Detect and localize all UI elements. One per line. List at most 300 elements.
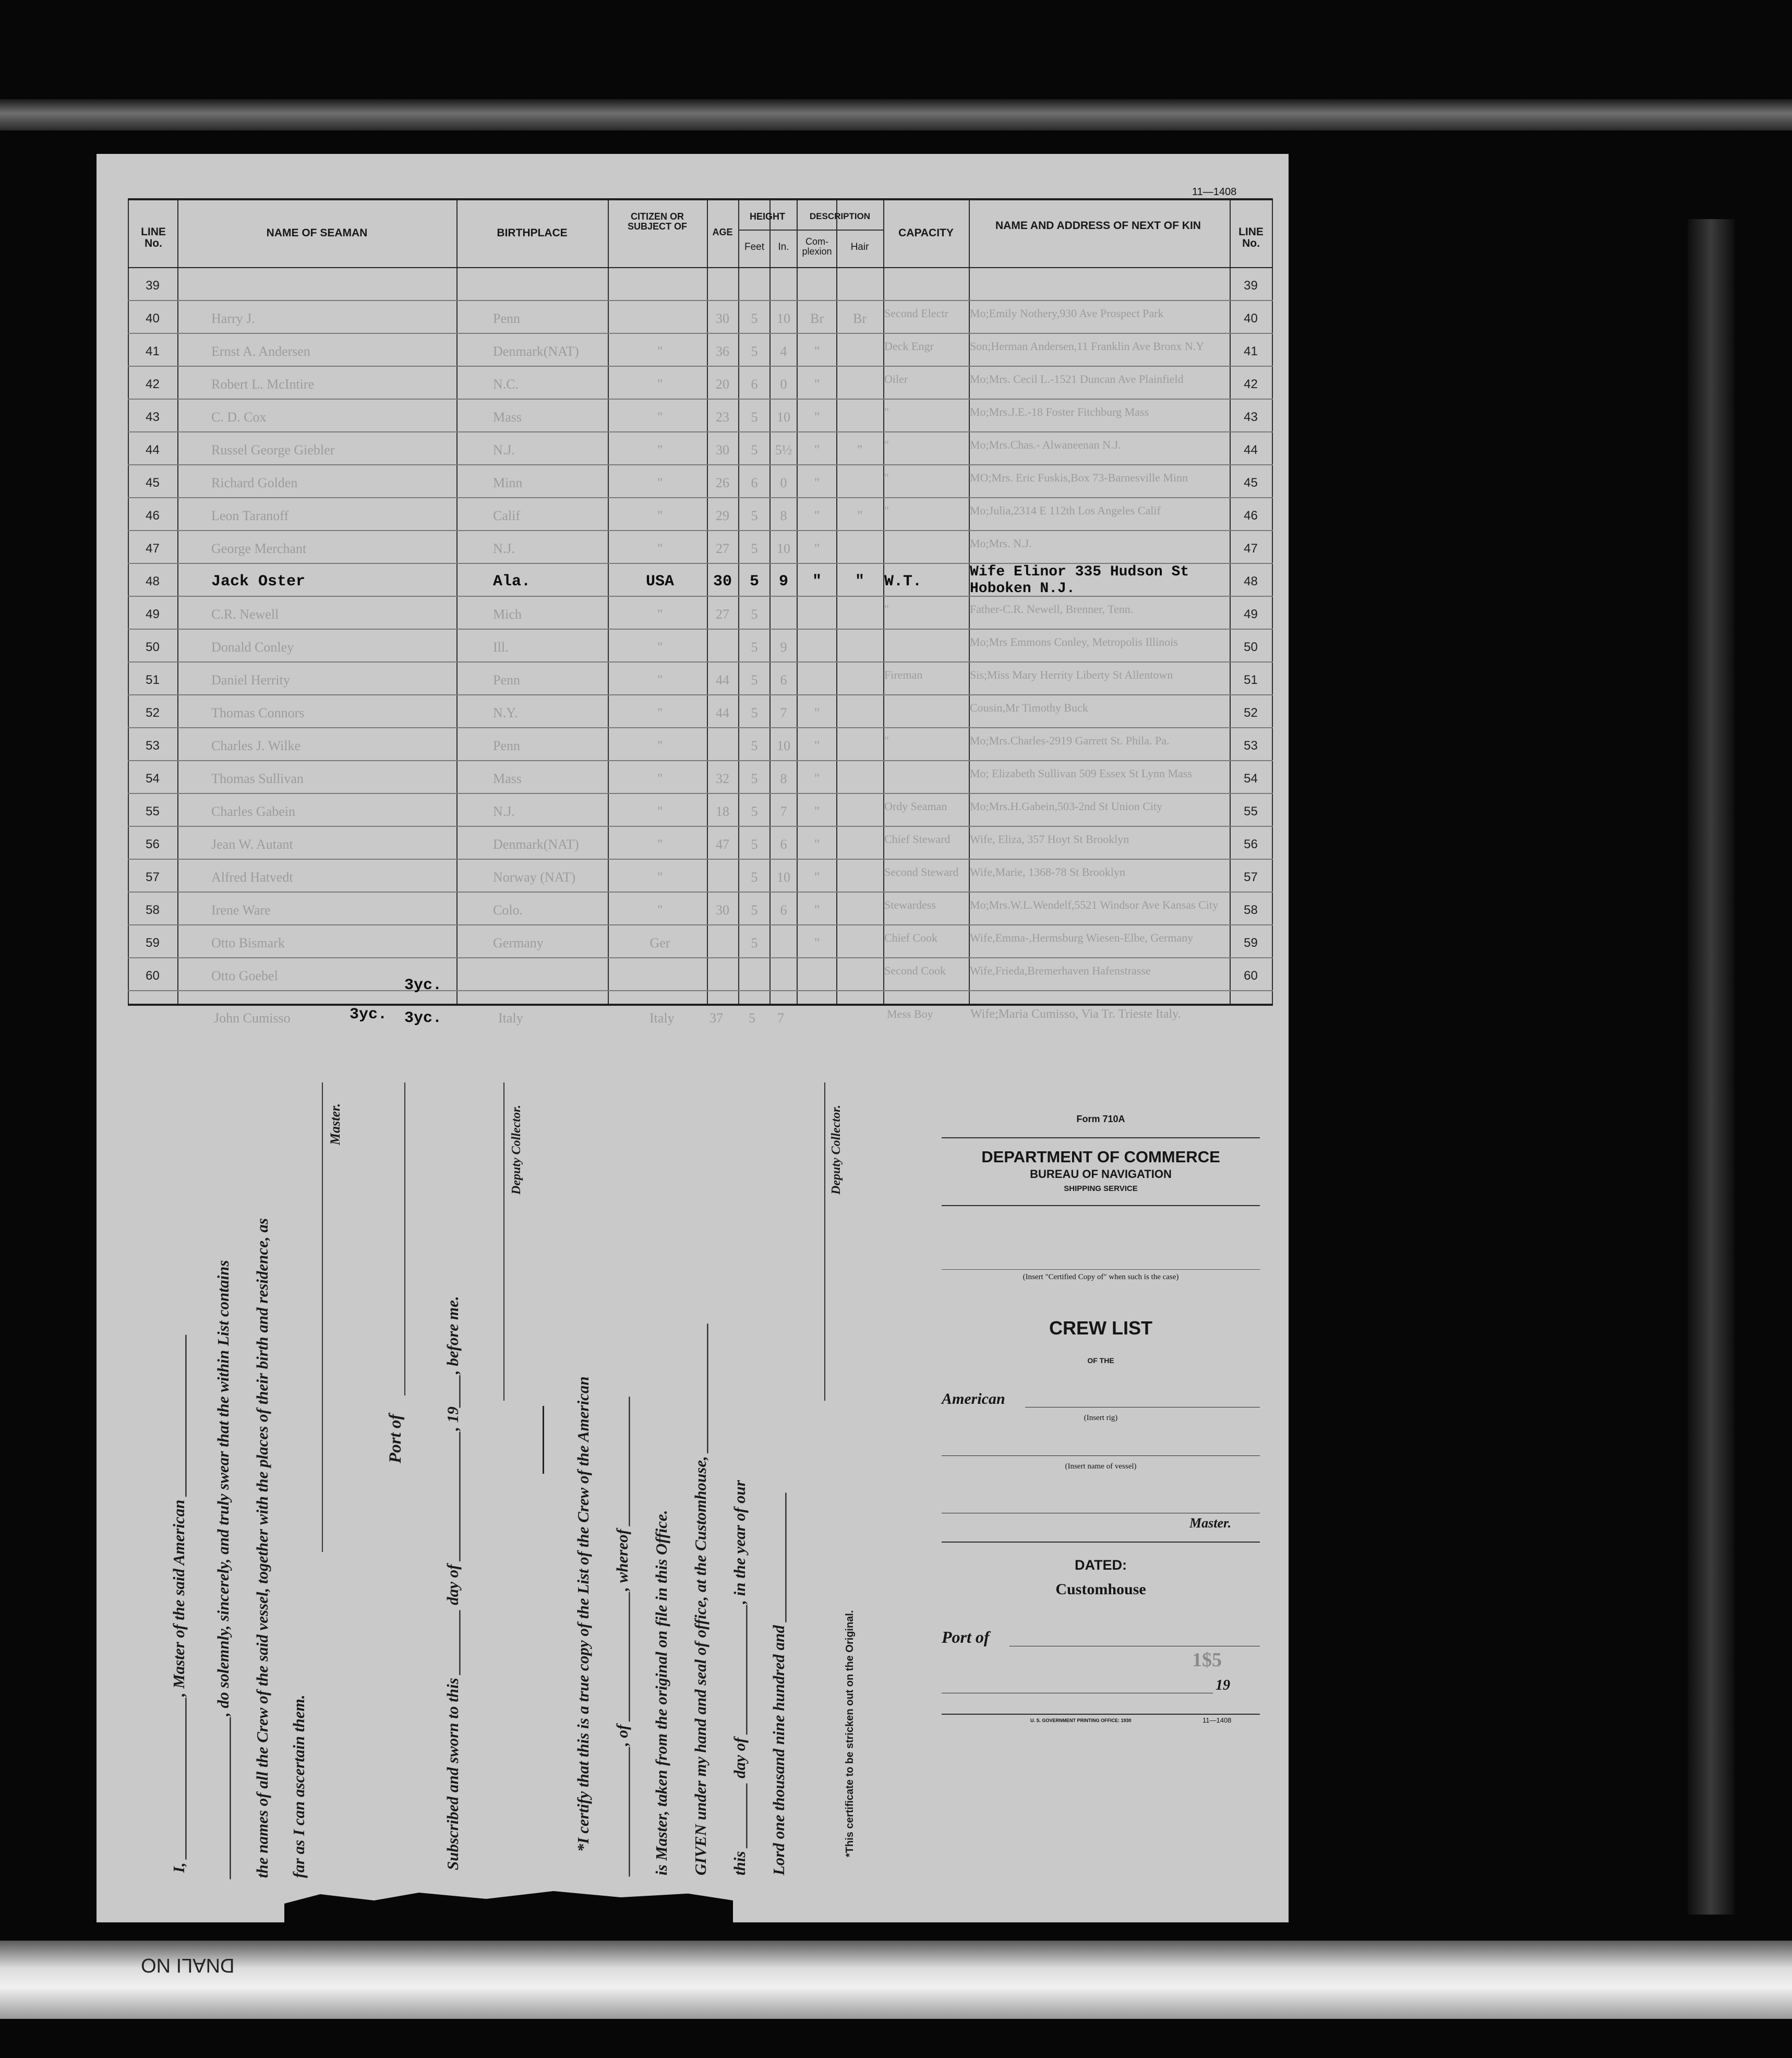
cell-height-feet: 5 bbox=[751, 935, 758, 950]
cell-seaman-name: Harry J. bbox=[211, 311, 255, 326]
cell-age: 18 bbox=[716, 804, 729, 819]
extra-row bbox=[128, 1002, 1273, 1033]
separator-mark bbox=[543, 1406, 544, 1474]
table-row bbox=[128, 728, 1273, 761]
cell-next-of-kin bbox=[970, 270, 1230, 291]
table-row bbox=[128, 695, 1273, 728]
oath-line-3: the names of all the Crew of the said vessel, together with the places of their birth and residence, as bbox=[253, 1218, 271, 1878]
cell-citizen: " bbox=[657, 377, 663, 392]
cell-height-inches: 6 bbox=[780, 672, 787, 688]
cell-seaman-name: C. D. Cox bbox=[211, 410, 267, 425]
cell-height-feet: 5 bbox=[751, 738, 758, 753]
cell-citizen: " bbox=[657, 607, 663, 622]
cell-line-no-right: 58 bbox=[1244, 903, 1258, 917]
cell-citizen: " bbox=[657, 738, 663, 753]
cell-height-inches: 8 bbox=[780, 771, 787, 786]
cell-line-no: 59 bbox=[146, 936, 160, 950]
table-row bbox=[128, 367, 1273, 400]
cell-line-no-right: 57 bbox=[1244, 870, 1258, 884]
handwritten-note-59: 3yc. bbox=[404, 977, 442, 994]
cell-age bbox=[708, 867, 737, 888]
cell-line-no: 52 bbox=[146, 706, 160, 720]
cell-hair bbox=[837, 736, 882, 756]
table-row bbox=[128, 958, 1273, 991]
cell-height-inches: 8 bbox=[780, 508, 787, 523]
cell-line-no-right: 43 bbox=[1244, 410, 1258, 424]
header-birthplace: BIRTHPLACE bbox=[497, 227, 568, 239]
given-line: GIVEN under my hand and seal of office, at the Customhouse, ________________ bbox=[691, 1322, 709, 1875]
cell-complexion: " bbox=[814, 771, 820, 786]
cell-height-inches: 4 bbox=[780, 344, 787, 359]
cell-age: 32 bbox=[716, 771, 729, 786]
cell-capacity: " bbox=[884, 734, 889, 747]
table-row bbox=[128, 860, 1273, 893]
cell-line-no: 48 bbox=[146, 574, 160, 588]
extra-row-kin: Wife;Maria Cumisso, Via Tr. Trieste Italy. bbox=[970, 1007, 1181, 1021]
cover-insert-rig: (Insert rig) bbox=[1084, 1414, 1118, 1422]
cell-next-of-kin: Sis;Miss Mary Herrity Liberty St Allentown bbox=[970, 668, 1173, 681]
cell-next-of-kin: Mo;Mrs.Chas.- Alwaneenan N.J. bbox=[970, 438, 1121, 451]
cell-citizen bbox=[613, 308, 707, 329]
cell-seaman-name: Otto Bismark bbox=[211, 935, 285, 950]
cell-seaman-name: Donald Conley bbox=[211, 640, 294, 655]
cell-height-inches: 6 bbox=[780, 902, 787, 918]
cell-line-no-right: 41 bbox=[1244, 344, 1258, 358]
cell-next-of-kin: Mo;Mrs.J.E.-18 Foster Fitchburg Mass bbox=[970, 405, 1149, 418]
cell-height-feet bbox=[739, 275, 769, 296]
cell-complexion bbox=[798, 966, 836, 986]
cell-birthplace: N.Y. bbox=[493, 705, 518, 720]
subscribed-sworn: Subscribed and sworn to this ________ day of ________________, 19____, before me. bbox=[443, 1296, 462, 1870]
cell-citizen bbox=[613, 275, 707, 296]
cell-height-inches: 9 bbox=[778, 573, 788, 591]
oath-line-2: ____________________, do solemnly, sincerely, and truly swear that the within List contains bbox=[214, 1260, 232, 1878]
cell-height-inches: 7 bbox=[780, 705, 787, 720]
cell-age: 20 bbox=[716, 377, 729, 392]
cell-seaman-name: Charles J. Wilke bbox=[211, 738, 301, 753]
torn-page-edge bbox=[284, 1891, 733, 1922]
cell-line-no-right: 49 bbox=[1244, 607, 1258, 621]
cell-line-no-right: 54 bbox=[1244, 772, 1258, 786]
cell-complexion: " bbox=[814, 705, 820, 720]
cell-line-no: 51 bbox=[146, 673, 160, 687]
cell-hair bbox=[837, 768, 882, 789]
cell-hair bbox=[837, 341, 882, 362]
cell-hair bbox=[837, 801, 882, 822]
cell-complexion bbox=[798, 275, 836, 296]
cell-hair bbox=[837, 473, 882, 494]
cell-next-of-kin: Mo;Mrs.H.Gabein,503-2nd St Union City bbox=[970, 800, 1163, 813]
cell-line-no-right: 51 bbox=[1244, 673, 1258, 687]
cell-capacity: W.T. bbox=[884, 573, 922, 591]
cell-age: 44 bbox=[716, 705, 729, 720]
cell-citizen: " bbox=[657, 541, 663, 556]
cell-age bbox=[708, 736, 737, 756]
cell-next-of-kin: Mo;Mrs Emmons Conley, Metropolis Illinois bbox=[970, 635, 1178, 648]
cell-next-of-kin: Mo;Mrs.Charles-2919 Garrett St. Phila. Pa. bbox=[970, 734, 1170, 747]
cell-complexion bbox=[798, 670, 836, 691]
deputy-signature-line-1 bbox=[503, 1082, 504, 1401]
cell-line-no-right: 60 bbox=[1244, 969, 1258, 983]
cell-next-of-kin: Wife,Frieda,Bremerhaven Hafenstrasse bbox=[970, 964, 1151, 977]
cell-height-feet: 5 bbox=[749, 573, 759, 591]
cell-capacity bbox=[884, 270, 968, 291]
cell-birthplace: Colo. bbox=[493, 902, 523, 918]
header-capacity: CAPACITY bbox=[898, 227, 954, 239]
cell-age: 47 bbox=[716, 837, 729, 852]
cell-line-no-right: 40 bbox=[1244, 311, 1258, 326]
cell-seaman-name: Jack Oster bbox=[211, 573, 306, 591]
cell-line-no-right: 48 bbox=[1244, 574, 1258, 588]
cell-capacity: " bbox=[884, 438, 889, 451]
cell-seaman-name: Otto Goebel bbox=[211, 968, 278, 983]
cell-capacity: " bbox=[884, 504, 889, 517]
cell-line-no: 41 bbox=[146, 344, 160, 358]
cell-age: 23 bbox=[716, 410, 729, 425]
cell-next-of-kin-line2: Hoboken N.J. bbox=[970, 581, 1075, 597]
cell-height-inches: 10 bbox=[777, 311, 790, 326]
cell-height-feet: 6 bbox=[751, 475, 758, 490]
cell-citizen: " bbox=[657, 508, 663, 523]
cell-capacity: " bbox=[884, 405, 889, 418]
table-row bbox=[128, 400, 1273, 432]
cell-hair: " bbox=[857, 508, 863, 523]
cell-birthplace: Mich bbox=[493, 607, 522, 622]
oath-line-1: I, ____________________, Master of the said American ____________________ bbox=[170, 1333, 188, 1873]
cell-capacity bbox=[884, 763, 968, 784]
lord-line: Lord one thousand nine hundred and ________________ bbox=[769, 1491, 788, 1875]
cell-height-feet: 5 bbox=[751, 442, 758, 458]
certify-line-2: ________________, of ________________, whereof ________________ bbox=[613, 1395, 631, 1875]
cell-line-no: 60 bbox=[146, 969, 160, 983]
header-citizen: CITIZEN OR SUBJECT OF bbox=[627, 211, 687, 232]
cell-line-no-right: 55 bbox=[1244, 804, 1258, 819]
cell-next-of-kin: Mo;Emily Nothery,930 Ave Prospect Park bbox=[970, 307, 1164, 320]
cell-capacity: Oiler bbox=[884, 372, 908, 386]
cell-capacity: Chief Steward bbox=[884, 833, 951, 846]
cell-line-no-right: 42 bbox=[1244, 377, 1258, 391]
cell-capacity bbox=[884, 632, 968, 653]
cell-capacity: Chief Cook bbox=[884, 931, 938, 944]
certify-line-1: *I certify that this is a true copy of the List of the Crew of the American bbox=[574, 1376, 592, 1852]
cell-birthplace: Mass bbox=[493, 410, 522, 425]
cell-height-feet: 5 bbox=[751, 672, 758, 688]
cover-title: CREW LIST bbox=[1049, 1317, 1152, 1339]
cell-capacity bbox=[884, 697, 968, 718]
cell-seaman-name: Charles Gabein bbox=[211, 804, 296, 819]
cell-age: 30 bbox=[716, 442, 729, 458]
cell-capacity bbox=[884, 533, 968, 554]
cell-height-inches bbox=[771, 275, 797, 296]
table-row bbox=[128, 531, 1273, 564]
cell-height-feet: 5 bbox=[751, 311, 758, 326]
cell-next-of-kin: Son;Herman Andersen,11 Franklin Ave Bronx N.Y bbox=[970, 340, 1205, 353]
extra-row-name: John Cumisso bbox=[214, 1010, 291, 1026]
cell-age: 30 bbox=[716, 311, 729, 326]
cell-citizen: " bbox=[657, 771, 663, 786]
cell-age bbox=[708, 275, 737, 296]
cell-hair bbox=[837, 933, 882, 954]
cell-seaman-name: Jean W. Autant bbox=[211, 837, 293, 852]
cell-citizen bbox=[613, 966, 707, 986]
cell-line-no-right: 46 bbox=[1244, 509, 1258, 523]
cell-line-no-right: 44 bbox=[1244, 443, 1258, 457]
cell-line-no-right: 53 bbox=[1244, 739, 1258, 753]
header-complexion: Com- plexion bbox=[802, 236, 832, 257]
film-top-edge bbox=[0, 99, 1792, 130]
cell-age: 29 bbox=[716, 508, 729, 523]
cell-age: 27 bbox=[716, 607, 729, 622]
cell-next-of-kin: Father-C.R. Newell, Brenner, Tenn. bbox=[970, 603, 1134, 616]
cell-age: 30 bbox=[713, 573, 732, 591]
header-line-no-right: LINE No. bbox=[1238, 226, 1264, 250]
cell-complexion: " bbox=[814, 541, 820, 556]
cell-capacity: Deck Engr bbox=[884, 340, 934, 353]
header-description: DESCRIPTION bbox=[809, 211, 871, 221]
cell-hair bbox=[837, 637, 882, 658]
cell-capacity: Fireman bbox=[884, 668, 923, 681]
cell-age: 44 bbox=[716, 672, 729, 688]
cell-hair bbox=[837, 374, 882, 395]
cell-line-no-right: 59 bbox=[1244, 936, 1258, 950]
cell-height-feet: 5 bbox=[751, 640, 758, 655]
table-row bbox=[128, 564, 1273, 597]
cell-complexion: " bbox=[814, 508, 820, 523]
cell-height-inches: 10 bbox=[777, 738, 790, 753]
cell-height-feet: 5 bbox=[751, 410, 758, 425]
cell-citizen: Ger bbox=[650, 935, 670, 950]
crew-list-page bbox=[97, 154, 1289, 1922]
table-row bbox=[128, 794, 1273, 827]
cell-height-feet: 5 bbox=[751, 837, 758, 852]
cell-hair bbox=[837, 703, 882, 724]
certificate-footnote: *This certificate to be stricken out on the Original. bbox=[844, 1610, 856, 1857]
cell-height-inches: 0 bbox=[780, 377, 787, 392]
cell-height-feet: 6 bbox=[751, 377, 758, 392]
cell-seaman-name: Robert L. McIntire bbox=[211, 377, 315, 392]
cover-stamp: 1$5 bbox=[1192, 1649, 1222, 1671]
cell-citizen: " bbox=[657, 640, 663, 655]
cell-complexion: " bbox=[814, 935, 820, 950]
cell-height-inches: 10 bbox=[777, 410, 790, 425]
cell-height-feet: 5 bbox=[751, 508, 758, 523]
table-row bbox=[128, 268, 1273, 301]
cell-hair bbox=[837, 867, 882, 888]
cell-hair bbox=[837, 670, 882, 691]
cell-seaman-name: Alfred Hatvedt bbox=[211, 870, 293, 885]
cover-port-of: Port of bbox=[942, 1628, 990, 1646]
cell-complexion: " bbox=[814, 410, 820, 425]
cell-line-no-right: 39 bbox=[1244, 279, 1258, 293]
cell-next-of-kin: Wife, Eliza, 357 Hoyt St Brooklyn bbox=[970, 833, 1129, 846]
table-row bbox=[128, 663, 1273, 695]
cell-complexion: " bbox=[814, 902, 820, 918]
cell-next-of-kin: Wife Elinor 335 Hudson St bbox=[970, 564, 1189, 580]
cover-nineteen: 19 bbox=[1216, 1677, 1230, 1693]
cell-citizen: " bbox=[657, 442, 663, 458]
cell-hair bbox=[837, 538, 882, 559]
cell-citizen: " bbox=[657, 902, 663, 918]
cell-complexion bbox=[798, 637, 836, 658]
cover-insert-vessel: (Insert name of vessel) bbox=[1065, 1462, 1137, 1471]
cell-hair: " bbox=[857, 442, 863, 458]
cover-form-code: 11—1408 bbox=[1202, 1716, 1232, 1724]
cell-complexion bbox=[798, 604, 836, 625]
cell-height-inches: 10 bbox=[777, 541, 790, 556]
extra-row-note: 3yc. bbox=[350, 1006, 388, 1024]
cell-seaman-name: Thomas Connors bbox=[211, 705, 305, 720]
cover-of-the: OF THE bbox=[1087, 1356, 1114, 1365]
cell-complexion: " bbox=[814, 377, 820, 392]
cell-capacity: Ordy Seaman bbox=[884, 800, 947, 813]
cell-line-no-right: 50 bbox=[1244, 640, 1258, 654]
film-right-edge bbox=[1688, 219, 1735, 1915]
cell-complexion: " bbox=[812, 573, 822, 591]
extra-row-citizen: Italy bbox=[650, 1010, 675, 1026]
cell-height-feet: 5 bbox=[751, 344, 758, 359]
cell-height-feet: 5 bbox=[751, 607, 758, 622]
cell-complexion: " bbox=[814, 475, 820, 490]
cell-birthplace: Minn bbox=[493, 475, 523, 490]
header-line-no: LINE No. bbox=[141, 226, 166, 250]
cover-dated: DATED: bbox=[1075, 1557, 1127, 1573]
cell-height-feet: 5 bbox=[751, 804, 758, 819]
cover-master: Master. bbox=[1189, 1515, 1232, 1531]
cell-birthplace bbox=[493, 275, 608, 296]
cell-height-inches bbox=[771, 604, 797, 625]
cell-height-feet: 5 bbox=[751, 870, 758, 885]
cell-birthplace: Denmark(NAT) bbox=[493, 837, 579, 852]
cell-birthplace: Ill. bbox=[493, 640, 509, 655]
cell-height-feet: 5 bbox=[751, 771, 758, 786]
extra-row-feet: 5 bbox=[749, 1010, 755, 1026]
cell-line-no: 45 bbox=[146, 476, 160, 490]
cell-complexion: " bbox=[814, 804, 820, 819]
cell-hair: " bbox=[855, 573, 864, 591]
cell-complexion: " bbox=[814, 837, 820, 852]
cell-seaman-name: Richard Golden bbox=[211, 475, 298, 490]
cell-line-no: 39 bbox=[146, 279, 160, 293]
cell-birthplace: Germany bbox=[493, 935, 544, 950]
cell-citizen: " bbox=[657, 870, 663, 885]
cell-seaman-name: Irene Ware bbox=[211, 902, 271, 918]
cell-height-inches bbox=[771, 933, 797, 954]
cell-hair bbox=[837, 407, 882, 428]
cell-age: 26 bbox=[716, 475, 729, 490]
cell-citizen: " bbox=[657, 344, 663, 359]
master-signature-line bbox=[322, 1082, 323, 1552]
this-day-line: this ________ day of ________________, in the year of our bbox=[730, 1480, 749, 1875]
cell-next-of-kin: Mo;Julia,2314 E 112th Los Angeles Calif bbox=[970, 504, 1161, 517]
cell-hair bbox=[837, 604, 882, 625]
cell-hair: Br bbox=[853, 311, 867, 326]
cell-line-no: 53 bbox=[146, 739, 160, 753]
cell-height-inches: 7 bbox=[780, 804, 787, 819]
cover-service: SHIPPING SERVICE bbox=[1064, 1184, 1138, 1193]
cell-line-no: 43 bbox=[146, 410, 160, 424]
header-next-of-kin: NAME AND ADDRESS OF NEXT OF KIN bbox=[995, 220, 1201, 232]
table-row bbox=[128, 761, 1273, 794]
header-feet: Feet bbox=[744, 242, 765, 252]
cell-next-of-kin: Wife,Marie, 1368-78 St Brooklyn bbox=[970, 865, 1125, 878]
cell-next-of-kin: Cousin,Mr Timothy Buck bbox=[970, 701, 1088, 714]
deputy-collector-label-1: Deputy Collector. bbox=[510, 1105, 523, 1195]
cell-height-inches: 9 bbox=[780, 640, 787, 655]
table-row bbox=[128, 925, 1273, 958]
cell-line-no: 47 bbox=[146, 541, 160, 556]
cell-hair bbox=[837, 900, 882, 921]
cell-birthplace: Norway (NAT) bbox=[493, 870, 576, 885]
cell-birthplace: Mass bbox=[493, 771, 522, 786]
cell-age: 30 bbox=[716, 902, 729, 918]
cell-height-inches: 6 bbox=[780, 837, 787, 852]
cell-seaman-name: Thomas Sullivan bbox=[211, 771, 304, 786]
header-hair: Hair bbox=[850, 242, 869, 252]
cover-bureau: BUREAU OF NAVIGATION bbox=[1030, 1168, 1172, 1181]
cell-line-no: 44 bbox=[146, 443, 160, 457]
cell-citizen: " bbox=[657, 672, 663, 688]
cell-capacity: Second Cook bbox=[884, 964, 946, 977]
extra-row-capacity: Mess Boy bbox=[887, 1007, 933, 1020]
cover-american: American bbox=[942, 1390, 1005, 1407]
table-row bbox=[128, 827, 1273, 860]
cell-seaman-name: Leon Taranoff bbox=[211, 508, 289, 523]
cover-department: DEPARTMENT OF COMMERCE bbox=[981, 1148, 1220, 1166]
table-row bbox=[128, 597, 1273, 630]
port-of-line bbox=[404, 1082, 405, 1395]
cell-hair bbox=[837, 834, 882, 855]
cell-height-inches: 0 bbox=[780, 475, 787, 490]
cell-birthplace bbox=[493, 966, 608, 986]
cell-height-feet: 5 bbox=[751, 705, 758, 720]
cell-citizen: USA bbox=[645, 573, 674, 591]
cell-birthplace: N.J. bbox=[493, 442, 515, 458]
cell-next-of-kin: Mo; Elizabeth Sullivan 509 Essex St Lynn Mass bbox=[970, 767, 1192, 780]
cover-insert-certified: (Insert "Certified Copy of" when such is the case) bbox=[1023, 1273, 1179, 1281]
cell-next-of-kin: Mo;Mrs. N.J. bbox=[970, 537, 1032, 550]
cell-next-of-kin: MO;Mrs. Eric Fuskis,Box 73-Barnesville Minn bbox=[970, 471, 1188, 484]
cell-height-inches: 10 bbox=[777, 870, 790, 885]
cell-line-no: 42 bbox=[146, 377, 160, 391]
cover-customhouse: Customhouse bbox=[1055, 1581, 1146, 1598]
table-row bbox=[128, 334, 1273, 367]
cell-complexion: " bbox=[814, 870, 820, 885]
cell-seaman-name bbox=[211, 275, 456, 296]
cell-line-no: 46 bbox=[146, 509, 160, 523]
cell-age: 27 bbox=[716, 541, 729, 556]
cell-birthplace: Denmark(NAT) bbox=[493, 344, 579, 359]
certify-line-3: is Master, taken from the original on file in this Office. bbox=[652, 1510, 670, 1875]
film-bottom-edge bbox=[0, 1941, 1792, 2019]
cell-birthplace: N.C. bbox=[493, 377, 519, 392]
cell-citizen: " bbox=[657, 475, 663, 490]
cell-birthplace: Penn bbox=[493, 672, 520, 688]
cell-next-of-kin: Mo;Mrs. Cecil L.-1521 Duncan Ave Plainfield bbox=[970, 372, 1184, 386]
cell-capacity: Stewardess bbox=[884, 898, 936, 911]
extra-row-birth: Italy bbox=[498, 1010, 523, 1026]
oath-line-4: far as I can ascertain them. bbox=[290, 1694, 308, 1878]
extra-row-inches: 7 bbox=[777, 1010, 784, 1026]
cell-seaman-name: Daniel Herrity bbox=[211, 672, 290, 688]
cell-birthplace: N.J. bbox=[493, 541, 515, 556]
deputy-collector-label-2: Deputy Collector. bbox=[829, 1105, 843, 1195]
cell-next-of-kin: Wife,Emma-,Hermsburg Wiesen-Elbe, Germany bbox=[970, 931, 1194, 944]
header-inches: In. bbox=[778, 242, 789, 252]
cell-citizen: " bbox=[657, 837, 663, 852]
cell-complexion: " bbox=[814, 442, 820, 458]
cell-hair bbox=[837, 275, 882, 296]
cell-seaman-name: C.R. Newell bbox=[211, 607, 279, 622]
